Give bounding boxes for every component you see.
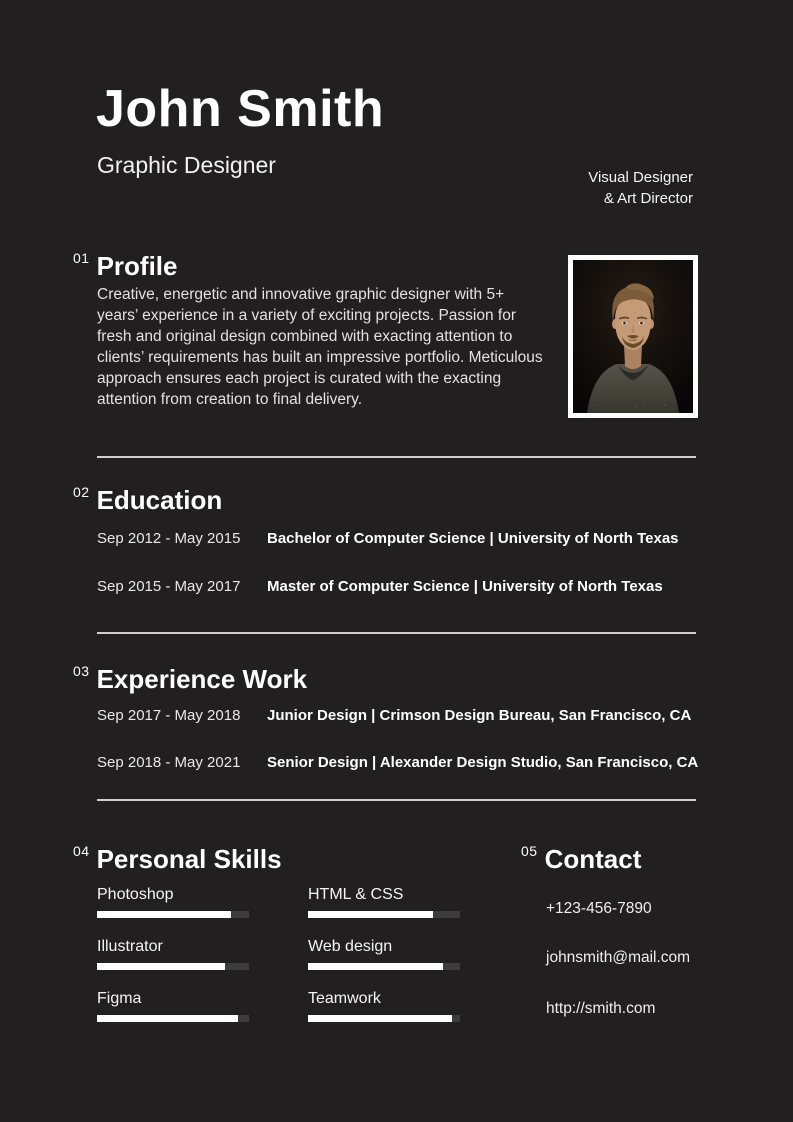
person-name: John Smith (96, 80, 385, 138)
tagline-line-2: & Art Director (603, 190, 693, 207)
section-number-education: 02 (73, 484, 90, 500)
skill-item (308, 886, 460, 918)
profile-text: Creative, energetic and innovative graphic designer with 5+ years’ experience in a variety of exciting projects. Passion for fresh and original design combined with exacting attention to clients’ requirements has built an impressive portfolio. Meticulous approach ensures each project is curated with the exacting attention from creation to final delivery. (97, 286, 543, 408)
skill-bar-track (97, 911, 249, 918)
section-number-contact: 05 (521, 843, 538, 859)
skill-bar-fill (97, 1015, 238, 1022)
contact-email: johnsmith@mail.com (546, 949, 691, 966)
section-title-experience: Experience Work (96, 664, 308, 694)
education-description: Master of Computer Science | University of North Texas (267, 578, 663, 595)
education-row (97, 529, 737, 549)
experience-row (97, 753, 737, 773)
experience-row (97, 706, 737, 726)
skill-item (308, 990, 460, 1022)
section-number-profile: 01 (73, 250, 90, 266)
skill-label: Teamwork (308, 990, 381, 1007)
skill-bar-track (308, 963, 460, 970)
education-description: Bachelor of Computer Science | University of North Texas (267, 530, 679, 547)
section-title-contact: Contact (544, 844, 642, 874)
experience-description: Senior Design | Alexander Design Studio, San Francisco, CA (267, 754, 699, 771)
section-heading-education (73, 477, 222, 515)
skill-bar-track (308, 1015, 460, 1022)
skill-item (308, 938, 460, 970)
education-dates: Sep 2015 - May 2017 (97, 578, 241, 595)
section-title-profile: Profile (96, 251, 178, 281)
section-divider (97, 632, 696, 634)
skill-bar-track (308, 911, 460, 918)
person-role: Graphic Designer (97, 152, 276, 178)
skill-bar-fill (308, 911, 433, 918)
section-heading-profile (73, 243, 178, 281)
skill-bar-track (97, 963, 249, 970)
section-heading-experience (73, 656, 307, 694)
portrait-photo-frame (568, 255, 698, 418)
skill-bar-track (97, 1015, 249, 1022)
education-row (97, 577, 737, 597)
skill-bar-fill (97, 963, 225, 970)
skill-item (97, 886, 249, 918)
experience-description: Junior Design | Crimson Design Bureau, San Francisco, CA (267, 707, 692, 724)
portrait-photo (573, 260, 693, 413)
skill-label: Web design (308, 938, 393, 955)
skill-bar-fill (308, 1015, 452, 1022)
skill-item (97, 990, 249, 1022)
experience-dates: Sep 2017 - May 2018 (97, 707, 241, 724)
section-title-skills: Personal Skills (96, 844, 282, 874)
experience-dates: Sep 2018 - May 2021 (97, 754, 241, 771)
contact-website: http://smith.com (546, 1000, 656, 1017)
person-tagline (588, 167, 693, 209)
section-heading-skills (73, 836, 282, 874)
skill-item (97, 938, 249, 970)
skill-label: Illustrator (97, 938, 163, 955)
section-divider (97, 799, 696, 801)
section-divider (97, 456, 696, 458)
skill-bar-fill (97, 911, 231, 918)
contact-phone: +123-456-7890 (546, 900, 652, 917)
section-title-education: Education (96, 485, 223, 515)
tagline-line-1: Visual Designer (588, 169, 693, 186)
skill-bar-fill (308, 963, 443, 970)
section-number-skills: 04 (73, 843, 90, 859)
section-number-experience: 03 (73, 663, 90, 679)
education-dates: Sep 2012 - May 2015 (97, 530, 241, 547)
skill-label: HTML & CSS (308, 886, 404, 903)
skill-label: Figma (97, 990, 142, 1007)
section-heading-contact (521, 836, 641, 874)
skill-label: Photoshop (97, 886, 174, 903)
